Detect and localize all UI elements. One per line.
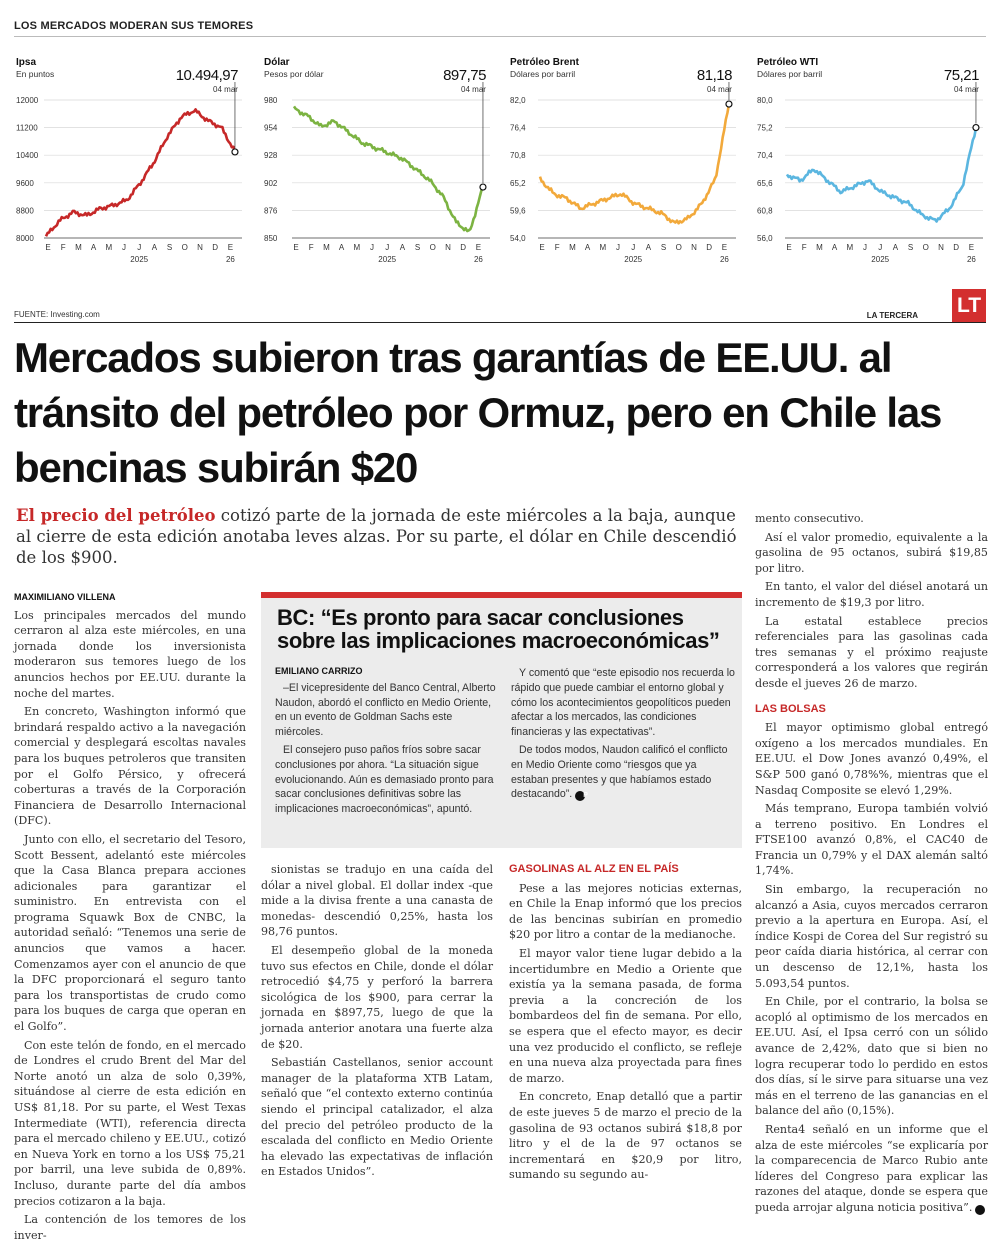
paragraph bbox=[755, 882, 988, 991]
x-tick-label: M bbox=[569, 243, 576, 252]
paragraph bbox=[261, 943, 493, 1052]
x-tick-label: O bbox=[429, 243, 436, 252]
x-tick-label: M bbox=[105, 243, 113, 252]
x-tick-label: A bbox=[399, 243, 406, 252]
chart-title: Dólar bbox=[264, 57, 290, 68]
last-point-marker bbox=[480, 184, 486, 190]
last-value-label: 75,21 bbox=[943, 67, 979, 84]
x-tick-label: O bbox=[675, 243, 682, 252]
lead-strong: El precio del petróleo bbox=[16, 506, 216, 525]
year-label: 26 bbox=[473, 255, 483, 264]
x-tick-label: J bbox=[878, 243, 883, 252]
year-label: 2025 bbox=[130, 255, 149, 264]
x-tick-label: M bbox=[353, 243, 361, 252]
x-tick-label: O bbox=[181, 243, 188, 252]
paragraph bbox=[275, 743, 499, 817]
x-tick-label: D bbox=[953, 243, 960, 252]
x-tick-label: M bbox=[846, 243, 854, 252]
year-label: 2025 bbox=[378, 255, 397, 264]
chart-unit: En puntos bbox=[16, 69, 55, 79]
box-author: EMILIANO CARRIZO bbox=[275, 666, 363, 676]
x-tick-label: J bbox=[385, 243, 390, 252]
y-tick-label: 82,0 bbox=[510, 96, 526, 105]
paragraph-text: Junto con ello, el secretario del Tesoro, Scott Bessent, adelantó este miércoles que la Casa Blanca prepara acciones adicionales para garantizar el suministro. En entrevista con el programa Squawk Box de CNBC, la autoridad señaló: “Tenemos una serie de anuncios que vamos a hacer. Comenzamos ayer con el anuncio de que la DFC proporcionará el seguro tanto para los transportistas de crudo como para los buques de carga que operan en el Golfo”. bbox=[14, 832, 246, 1034]
paragraph bbox=[755, 614, 988, 692]
paragraph-text: Más temprano, Europa también volvió a terreno positivo. En Londres el FTSE100 avanzó 0,8%, el CAC40 de Francia un 0,79% y el DAX alemán saltó 1,74%. bbox=[755, 802, 988, 878]
y-tick-label: 8800 bbox=[16, 206, 34, 216]
last-point-marker bbox=[726, 101, 732, 107]
x-tick-label: E bbox=[45, 243, 51, 252]
x-tick-label: M bbox=[323, 243, 330, 252]
x-tick-label: M bbox=[75, 243, 82, 252]
chart-unit: Dólares por barril bbox=[757, 69, 823, 79]
paragraph-text: Sin embargo, la recuperación no alcanzó a Asia, cuyos mercados cerraron previo a la apertura en Europa. Así, el índice Kospi de Corea del Sur registró su peor caída diaria histórica, al cerrar con un descenso de 12,1%, hasta los 5.093,54 puntos. bbox=[755, 883, 988, 990]
x-tick-label: A bbox=[338, 243, 345, 252]
chart-1 bbox=[262, 52, 497, 272]
column-1 bbox=[14, 590, 246, 1246]
paragraph-text: El mayor valor tiene lugar debido a la incertidumbre en Medio a Oriente que existía ya la semana pasada, de forma previa a la concreción de los bombardeos del fin de semana. Por ello, se espera que el efecto mayor, es decir una vez producido el conflicto, se refleje en una nueva alza proyectada para fines de marzo. bbox=[509, 946, 742, 1085]
paragraph-text: En concreto, Washington informó que brindará respaldo activo a la navegación comercial y desplegará escoltas navales para los buques petroleros que transiten por el Golfo Pérsico, y ofrecerá coberturas a través de la Corporación Financiera de Desarrollo Internacional (DFC). bbox=[14, 705, 246, 828]
paragraph bbox=[14, 1212, 246, 1243]
x-tick-label: M bbox=[599, 243, 607, 252]
x-tick-label: E bbox=[721, 243, 728, 252]
y-tick-label: 70,4 bbox=[757, 151, 773, 161]
column-2 bbox=[261, 862, 493, 1183]
last-point-marker bbox=[232, 149, 238, 155]
x-tick-label: E bbox=[227, 243, 234, 252]
paragraph bbox=[755, 994, 988, 1119]
section-title: LOS MERCADOS MODERAN SUS TEMORES bbox=[14, 20, 254, 32]
paragraph-text: –El vicepresidente del Banco Central, Alberto Naudon, abordó el conflicto en Medio Oriente, en un evento de Goldman Sachs este miércoles. bbox=[275, 681, 496, 739]
x-tick-label: E bbox=[293, 243, 299, 252]
headline: Mercados subieron tras garantías de EE.UU. al tránsito del petróleo por Ormuz, pero en Chile las bencinas subirán $20 bbox=[14, 334, 942, 491]
chart-title: Petróleo WTI bbox=[757, 57, 819, 68]
chart-unit: Dólares por barril bbox=[510, 69, 576, 79]
chart-svg bbox=[508, 52, 743, 272]
box-column-left bbox=[275, 664, 499, 820]
series-line bbox=[540, 104, 729, 223]
y-tick-label: 850 bbox=[264, 234, 278, 243]
y-tick-label: 56,0 bbox=[757, 234, 773, 243]
y-tick-label: 80,0 bbox=[757, 96, 773, 105]
paragraph bbox=[511, 666, 735, 740]
paragraph-text: mento consecutivo. bbox=[755, 512, 864, 525]
paragraph-text: La contención de los temores de los inver- bbox=[14, 1213, 246, 1242]
box-title: BC: “Es pronto para sacar conclusiones sobre las implicaciones macroeconómicas” bbox=[277, 605, 720, 653]
chart-3 bbox=[755, 52, 990, 272]
x-tick-label: A bbox=[645, 243, 652, 252]
y-tick-label: 876 bbox=[264, 206, 278, 216]
section-heading-gasolinas: GASOLINAS AL ALZ EN EL PAÍS bbox=[509, 863, 679, 875]
paragraph bbox=[14, 704, 246, 829]
paragraph-text: sionistas se tradujo en una caída del dólar a nivel global. El dollar index -que mide a la divisa frente a una canasta de monedas- descendió 0,25%, hasta los 98,76 puntos. bbox=[261, 863, 493, 939]
y-tick-label: 76,4 bbox=[510, 123, 526, 133]
x-tick-label: J bbox=[137, 243, 142, 252]
x-tick-label: N bbox=[691, 243, 697, 252]
paragraph bbox=[755, 1122, 991, 1216]
x-tick-label: J bbox=[863, 243, 867, 252]
series-line bbox=[294, 106, 483, 231]
paragraph-text: Los principales mercados del mundo cerraron al alza este miércoles, en una jornada donde los inversionista moderaron sus temores luego de los anuncios hechos por EE.UU. durante la noche del martes. bbox=[14, 608, 246, 700]
x-tick-label: A bbox=[892, 243, 899, 252]
end-mark-icon: P bbox=[575, 791, 585, 801]
x-tick-label: S bbox=[907, 243, 914, 252]
x-tick-label: D bbox=[706, 243, 713, 252]
x-tick-label: J bbox=[631, 243, 636, 252]
y-tick-label: 980 bbox=[264, 96, 278, 105]
x-tick-label: E bbox=[539, 243, 545, 252]
chart-2 bbox=[508, 52, 743, 272]
chart-unit: Pesos por dólar bbox=[264, 69, 324, 79]
year-label: 26 bbox=[966, 255, 976, 264]
y-tick-label: 902 bbox=[264, 178, 278, 188]
x-tick-label: J bbox=[370, 243, 374, 252]
chart-title: Ipsa bbox=[16, 57, 37, 68]
paragraph-text: La estatal establece precios referenciales para las gasolinas cada tres semanas y el próximo reajuste corresponderá a los valores que regirán desde el jueves 26 de marzo. bbox=[755, 614, 988, 690]
x-tick-label: S bbox=[166, 243, 173, 252]
x-tick-label: S bbox=[414, 243, 421, 252]
paragraph-text: Y comentó que “este episodio nos recuerda lo rápido que puede cambiar el entorno global y cómo los acontecimientos geopolíticos pueden afectar a los mercados, las condiciones financieras y las expectativas”. bbox=[511, 667, 735, 739]
paragraph bbox=[14, 832, 246, 1035]
chart-title: Petróleo Brent bbox=[510, 57, 579, 68]
paragraph bbox=[511, 743, 735, 802]
last-date-label: 04 mar bbox=[461, 85, 486, 94]
paragraph-text: Así el valor promedio, equivalente a la gasolina de 95 octanos, subirá $19,85 por litro. bbox=[755, 530, 988, 575]
y-tick-label: 11200 bbox=[16, 123, 38, 133]
y-tick-label: 60,8 bbox=[757, 206, 773, 216]
x-tick-label: F bbox=[308, 243, 314, 252]
x-tick-label: M bbox=[816, 243, 823, 252]
x-tick-label: J bbox=[122, 243, 126, 252]
paragraph-text: Renta4 señaló en un informe que el alza de este miércoles “se explicaría por la comparecencia de Marco Rubio ante líderes del Congreso para explicar las razones del ataque, donde se espera que pueda arrojar alguna noticia positiva”. bbox=[755, 1122, 988, 1214]
paragraph bbox=[755, 720, 988, 798]
x-tick-label: F bbox=[801, 243, 807, 252]
x-tick-label: A bbox=[584, 243, 591, 252]
x-tick-label: A bbox=[90, 243, 97, 252]
paragraph bbox=[509, 1089, 742, 1183]
paragraph bbox=[509, 881, 742, 943]
column-4 bbox=[755, 511, 991, 1219]
x-tick-label: N bbox=[197, 243, 203, 252]
lead-paragraph bbox=[16, 505, 741, 568]
paragraph bbox=[755, 579, 988, 610]
paragraph-text: En Chile, por el contrario, la bolsa se acopló al optimismo de los mercados en EE.UU. Así, el Ipsa cerró con un sólido avance de 2,42%, dato que si bien no logra recuperar todo lo perdido en estos dos días, sí le sirve para situarse una vez más en el terreno de las ganancias en el balance del año (0,15%). bbox=[755, 995, 988, 1118]
last-date-label: 04 mar bbox=[213, 85, 238, 94]
paragraph-text: En concreto, Enap detalló que a partir de este jueves 5 de marzo el precio de la gasolina de 93 octanos subirá $18,8 por litro y el de la de 97 octanos se incrementará en $20,9 por litro, sumando su segundo au- bbox=[509, 1090, 742, 1182]
x-tick-label: N bbox=[445, 243, 451, 252]
year-label: 26 bbox=[225, 255, 235, 264]
x-tick-label: A bbox=[831, 243, 838, 252]
x-tick-label: D bbox=[460, 243, 467, 252]
last-value-label: 897,75 bbox=[443, 67, 486, 84]
x-tick-label: F bbox=[60, 243, 66, 252]
paragraph bbox=[755, 801, 988, 879]
paragraph bbox=[14, 608, 246, 702]
column-3 bbox=[509, 862, 742, 1186]
author: MAXIMILIANO VILLENA bbox=[14, 592, 116, 602]
x-tick-label: D bbox=[212, 243, 219, 252]
chart-svg bbox=[14, 52, 249, 272]
y-tick-label: 10400 bbox=[16, 151, 39, 161]
year-label: 2025 bbox=[624, 255, 643, 264]
paragraph-text: El mayor optimismo global entregó oxígeno a los mercados mundiales. En EE.UU. el Dow Jones avanzó 0,49%, el S&P 500 ganó 0,78%%, mientras que el Nasdaq Composite se elevó 1,29%. bbox=[755, 721, 988, 797]
lead-text: cotizó parte de la jornada de este miércoles a la baja, aunque al cierre de esta edición anotaba leves alzas. Por su parte, el dólar en Chile descendió de los $900. bbox=[16, 506, 737, 567]
last-date-label: 04 mar bbox=[707, 85, 732, 94]
y-tick-label: 75,2 bbox=[757, 123, 773, 133]
paragraph-text: Sebastián Castellanos, senior account manager de la plataforma XTB Latam, señaló que “el contexto externo continúa siendo el principal catalizador, el alza del precio del petróleo producto de la escalada del conflicto en Medio Oriente ha elevado las expectativas de inflación en Estados Unidos”. bbox=[261, 1056, 493, 1179]
chart-svg bbox=[755, 52, 990, 272]
paragraph bbox=[275, 681, 499, 740]
paragraph-text: El consejero puso paños fríos sobre sacar conclusiones por ahora. “La situación sigue evolucionando. Aún es demasiado pronto para sacar conclusiones definitivas sobre las implicaciones macroeconómicas”, apuntó. bbox=[275, 743, 494, 816]
paragraph bbox=[261, 862, 493, 940]
y-tick-label: 928 bbox=[264, 151, 278, 161]
section-header bbox=[14, 14, 986, 37]
last-point-marker bbox=[973, 125, 979, 131]
x-tick-label: E bbox=[968, 243, 975, 252]
brand-logo: LT bbox=[952, 289, 986, 323]
paragraph bbox=[755, 511, 988, 527]
x-tick-label: E bbox=[786, 243, 792, 252]
paragraph-text: En tanto, el valor del diésel anotará un incremento de $19,3 por litro. bbox=[755, 580, 988, 609]
box-column-right bbox=[511, 666, 735, 805]
y-tick-label: 9600 bbox=[16, 178, 34, 188]
x-tick-label: E bbox=[475, 243, 482, 252]
section-heading-bolsas: LAS BOLSAS bbox=[755, 702, 826, 715]
paragraph-text: De todos modos, Naudon calificó el conflicto en Medio Oriente como “riesgos que ya estaban presentes y que habíamos estado destacando”. bbox=[511, 743, 728, 801]
divider bbox=[14, 322, 986, 323]
y-tick-label: 54,0 bbox=[510, 234, 526, 243]
paragraph-text: Con este telón de fondo, en el mercado de Londres el crudo Brent del Mar del Norte anotó un alza de solo 0,39%, situándose al cierre de esta edición en US$ 81,18. Por su parte, el West Texas Intermediate (WTI), referencia directa para el mercado chileno y EE.UU., cotizó en Nueva York en torno a los US$ 75,21 por barril, una leve subida de 0,89%. Incluso, durante parte del día ambos precios cotizaron a la baja. bbox=[14, 1038, 246, 1208]
paragraph bbox=[509, 946, 742, 1086]
y-tick-label: 954 bbox=[264, 123, 278, 133]
last-value-label: 10.494,97 bbox=[175, 67, 238, 84]
series-line bbox=[787, 128, 976, 222]
paragraph-text: El desempeño global de la moneda tuvo sus efectos en Chile, donde el dólar retrocedió $4,75 y perforó la barrera sicológica de los $900, para cerrar la jornada en $897,75, luego de que la jornada anterior anotara una fuerte alza de $20. bbox=[261, 943, 493, 1051]
y-tick-label: 8000 bbox=[16, 234, 34, 243]
chart-svg bbox=[262, 52, 497, 272]
x-tick-label: O bbox=[922, 243, 929, 252]
x-tick-label: A bbox=[151, 243, 158, 252]
sidebar-box bbox=[261, 592, 742, 848]
y-tick-label: 70,8 bbox=[510, 151, 526, 161]
chart-0 bbox=[14, 52, 249, 272]
end-mark-icon: P bbox=[975, 1205, 985, 1215]
box-accent-bar bbox=[261, 592, 742, 598]
paragraph-text: Pese a las mejores noticias externas, en Chile la Enap informó que los precios de las bencinas subirían en promedio $20 por litro a contar de la medianoche. bbox=[509, 881, 742, 942]
x-tick-label: J bbox=[616, 243, 620, 252]
x-tick-label: N bbox=[938, 243, 944, 252]
last-value-label: 81,18 bbox=[696, 67, 732, 84]
source-note: FUENTE: Investing.com bbox=[14, 310, 100, 319]
paragraph bbox=[14, 1038, 246, 1210]
year-label: 2025 bbox=[871, 255, 890, 264]
y-tick-label: 59,6 bbox=[510, 206, 526, 216]
series-line bbox=[46, 109, 235, 236]
brand-name: LA TERCERA bbox=[866, 311, 918, 320]
year-label: 26 bbox=[719, 255, 729, 264]
y-tick-label: 65,6 bbox=[757, 178, 773, 188]
y-tick-label: 65,2 bbox=[510, 178, 526, 188]
paragraph bbox=[261, 1055, 493, 1180]
x-tick-label: F bbox=[554, 243, 560, 252]
x-tick-label: S bbox=[660, 243, 667, 252]
last-date-label: 04 mar bbox=[954, 85, 979, 94]
paragraph bbox=[755, 530, 988, 577]
y-tick-label: 12000 bbox=[16, 96, 39, 105]
